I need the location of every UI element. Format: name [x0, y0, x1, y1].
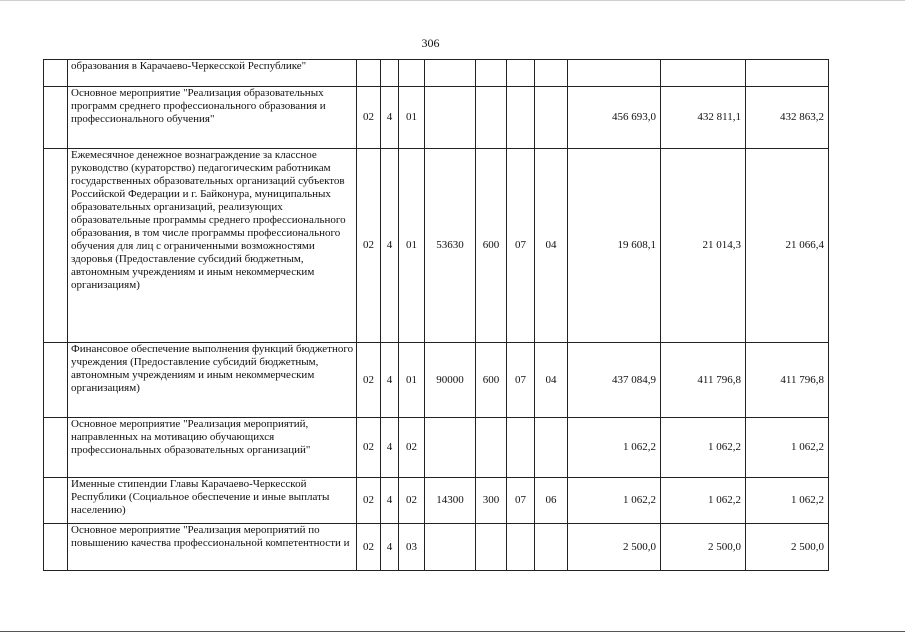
index-cell	[44, 343, 68, 418]
item-name: Ежемесячное денежное вознаграждение за классное руководство (кураторство) педагогическим работникам государственных образовательных организаций субъектов Российской Федерации и г. Байконура, муниципальных образовательных организаций, реализующих образовательные программы среднего профессионального образования, в том числе программы профессионального обучения для лиц с ограниченными возможностями здоровья (Предоставление субсидий бюджетным, автономным учреждениям и иным некоммерческим организациям)	[68, 149, 357, 343]
expense-type-code	[476, 60, 507, 87]
index-cell	[44, 418, 68, 478]
direction-code	[425, 524, 476, 571]
amount-year-2: 2 500,0	[661, 524, 746, 571]
amount-year-1: 1 062,2	[568, 478, 661, 524]
measure-code: 01	[399, 87, 425, 149]
subsection-code	[535, 524, 568, 571]
index-cell	[44, 87, 68, 149]
amount-year-3: 432 863,2	[746, 87, 829, 149]
direction-code: 90000	[425, 343, 476, 418]
amount-year-2: 21 014,3	[661, 149, 746, 343]
subprogram-code: 4	[381, 524, 399, 571]
measure-code: 03	[399, 524, 425, 571]
expense-type-code: 600	[476, 149, 507, 343]
amount-year-2: 1 062,2	[661, 478, 746, 524]
section-code	[507, 60, 535, 87]
subprogram-code: 4	[381, 149, 399, 343]
expense-type-code	[476, 87, 507, 149]
item-name: Финансовое обеспечение выполнения функций бюджетного учреждения (Предоставление субсидий бюджетным, автономным учреждениям и иным некоммерческим организациям)	[68, 343, 357, 418]
section-code	[507, 87, 535, 149]
amount-year-1: 1 062,2	[568, 418, 661, 478]
measure-code: 02	[399, 478, 425, 524]
expense-type-code	[476, 524, 507, 571]
direction-code	[425, 60, 476, 87]
amount-year-3: 411 796,8	[746, 343, 829, 418]
amount-year-1	[568, 60, 661, 87]
amount-year-3: 2 500,0	[746, 524, 829, 571]
program-code: 02	[357, 343, 381, 418]
amount-year-2: 1 062,2	[661, 418, 746, 478]
item-name: Основное мероприятие "Реализация образовательных программ среднего профессионального образования и профессионального обучения"	[68, 87, 357, 149]
subsection-code	[535, 60, 568, 87]
direction-code: 53630	[425, 149, 476, 343]
amount-year-1: 19 608,1	[568, 149, 661, 343]
table-row	[44, 418, 829, 478]
item-name: Основное мероприятие "Реализация мероприятий по повышению качества профессиональной компетентности и	[68, 524, 357, 571]
subsection-code	[535, 87, 568, 149]
amount-year-1: 456 693,0	[568, 87, 661, 149]
subsection-code: 04	[535, 343, 568, 418]
subprogram-code: 4	[381, 478, 399, 524]
budget-table	[43, 59, 829, 571]
index-cell	[44, 524, 68, 571]
direction-code	[425, 87, 476, 149]
subsection-code: 06	[535, 478, 568, 524]
subprogram-code	[381, 60, 399, 87]
table-row	[44, 149, 829, 343]
direction-code: 14300	[425, 478, 476, 524]
subsection-code	[535, 418, 568, 478]
subsection-code: 04	[535, 149, 568, 343]
scan-top-edge	[0, 0, 905, 1]
measure-code	[399, 60, 425, 87]
measure-code: 01	[399, 343, 425, 418]
section-code: 07	[507, 149, 535, 343]
amount-year-2: 432 811,1	[661, 87, 746, 149]
page-bottom-rule	[0, 631, 905, 632]
program-code: 02	[357, 478, 381, 524]
amount-year-3: 1 062,2	[746, 478, 829, 524]
section-code: 07	[507, 478, 535, 524]
amount-year-1: 2 500,0	[568, 524, 661, 571]
subprogram-code: 4	[381, 418, 399, 478]
amount-year-2	[661, 60, 746, 87]
amount-year-3	[746, 60, 829, 87]
section-code	[507, 524, 535, 571]
expense-type-code	[476, 418, 507, 478]
program-code	[357, 60, 381, 87]
amount-year-2: 411 796,8	[661, 343, 746, 418]
program-code: 02	[357, 87, 381, 149]
amount-year-3: 1 062,2	[746, 418, 829, 478]
index-cell	[44, 149, 68, 343]
direction-code	[425, 418, 476, 478]
table-row	[44, 87, 829, 149]
expense-type-code: 300	[476, 478, 507, 524]
table-row	[44, 60, 829, 87]
table-row	[44, 524, 829, 571]
amount-year-1: 437 084,9	[568, 343, 661, 418]
item-name: образования в Карачаево-Черкесской Республике"	[68, 60, 357, 87]
table-row	[44, 478, 829, 524]
index-cell	[44, 478, 68, 524]
program-code: 02	[357, 149, 381, 343]
section-code: 07	[507, 343, 535, 418]
page-number: 306	[421, 36, 440, 50]
measure-code: 01	[399, 149, 425, 343]
program-code: 02	[357, 524, 381, 571]
item-name: Основное мероприятие "Реализация мероприятий, направленных на мотивацию обучающихся профессиональных образовательных организаций"	[68, 418, 357, 478]
section-code	[507, 418, 535, 478]
table-row	[44, 343, 829, 418]
item-name: Именные стипендии Главы Карачаево-Черкесской Республики (Социальное обеспечение и иные выплаты населению)	[68, 478, 357, 524]
amount-year-3: 21 066,4	[746, 149, 829, 343]
measure-code: 02	[399, 418, 425, 478]
expense-type-code: 600	[476, 343, 507, 418]
subprogram-code: 4	[381, 87, 399, 149]
index-cell	[44, 60, 68, 87]
program-code: 02	[357, 418, 381, 478]
subprogram-code: 4	[381, 343, 399, 418]
